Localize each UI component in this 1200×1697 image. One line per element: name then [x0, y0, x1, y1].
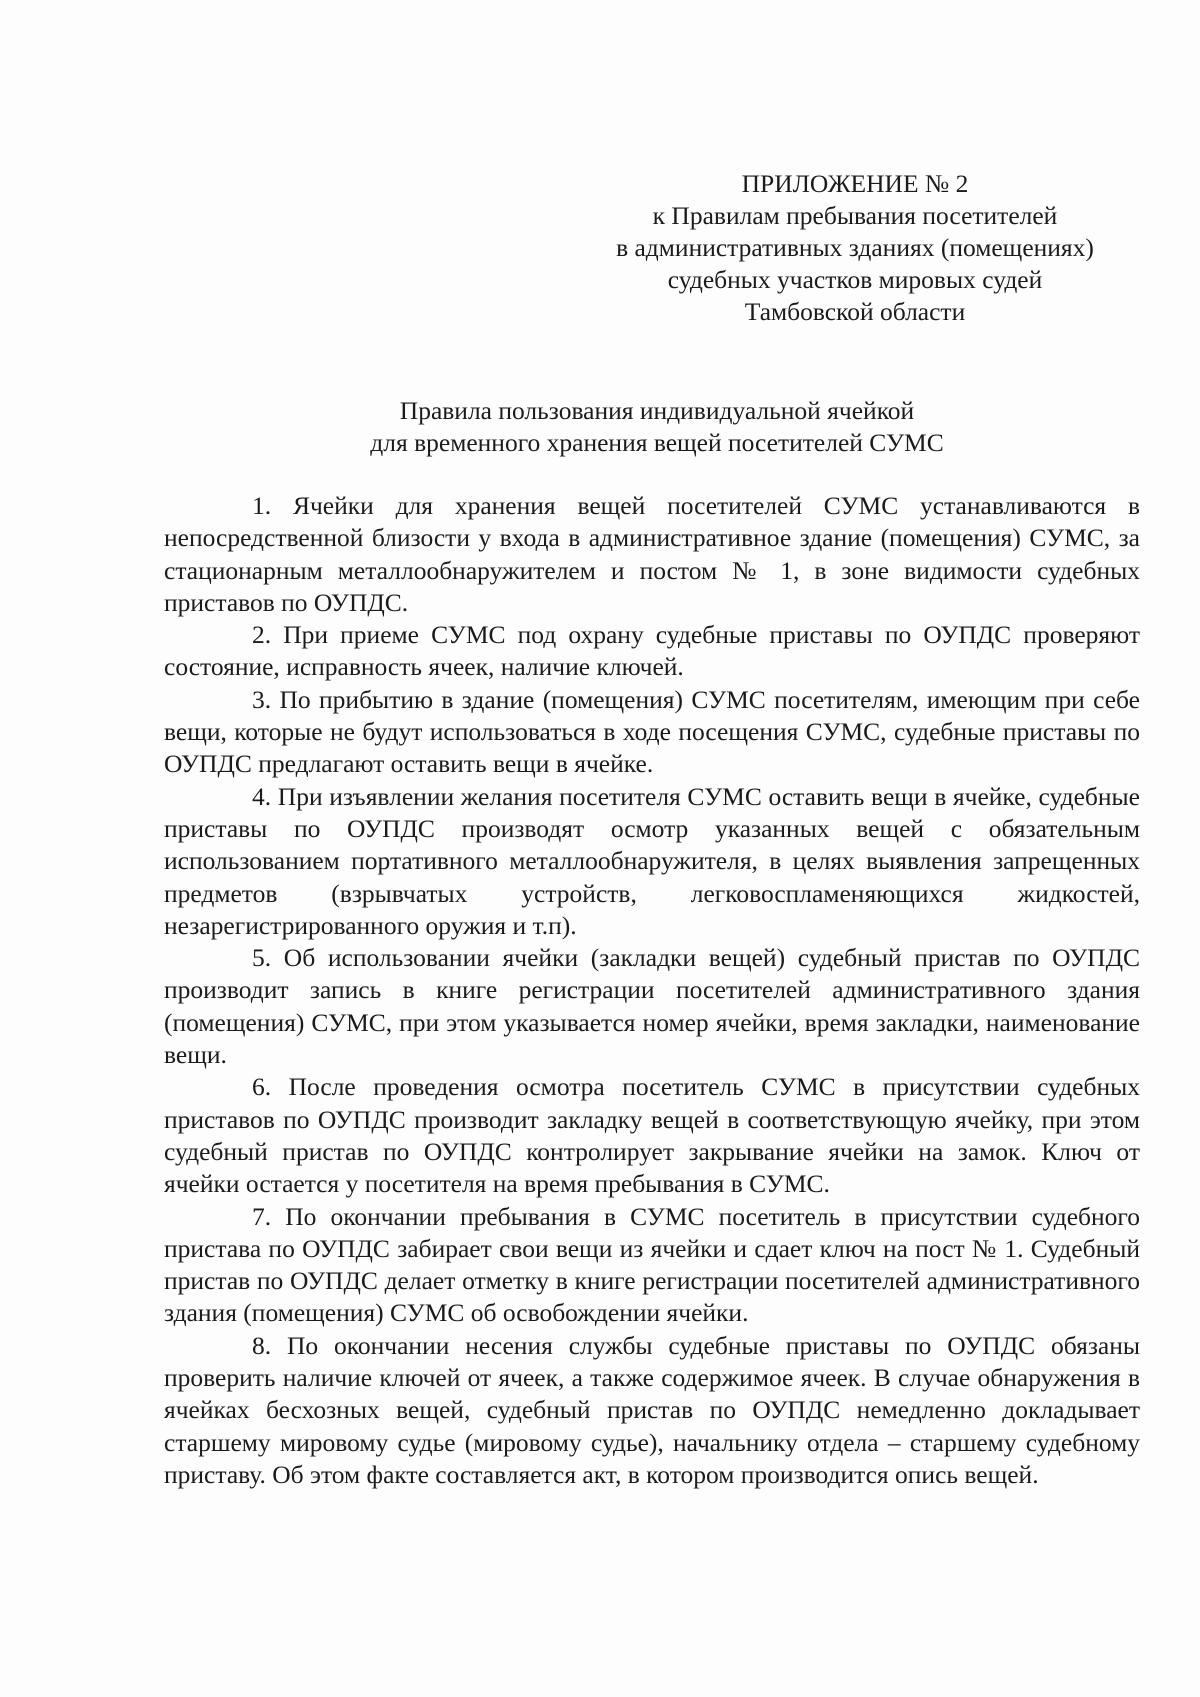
paragraph-6: 6. После проведения осмотра посетитель СУМС в присутствии судебных приставов по ОУПДС производит закладку вещей в соответствующую ячейку, при этом судебный пристав по ОУПДС контролирует закрывание ячейки на замок. Ключ от ячейки остается у посетителя на время пребывания в СУМС.: [164, 1072, 1140, 1199]
document-body: [164, 490, 1140, 1491]
paragraph-5: 5. Об использовании ячейки (закладки вещей) судебный пристав по ОУПДС производит запись в книге регистрации посетителей административного здания (помещения) СУМС, при этом указывается номер ячейки, время закладки, наименование вещи.: [164, 943, 1140, 1070]
appendix-line: судебных участков мировых судей: [667, 265, 1043, 294]
paragraph-7: 7. По окончании пребывания в СУМС посетитель в присутствии судебного пристава по ОУПДС забирает свои вещи из ячейки и сдает ключ на пост № 1. Судебный пристав по ОУПДС делает отметку в книге регистрации посетителей административного здания (помещения) СУМС об освобождении ячейки.: [164, 1201, 1140, 1328]
document-title: [164, 395, 1150, 459]
paragraph-2: 2. При приеме СУМС под охрану судебные приставы по ОУПДС проверяют состояние, исправность ячеек, наличие ключей.: [164, 620, 1140, 682]
appendix-line: к Правилам пребывания посетителей: [652, 201, 1058, 230]
title-line: Правила пользования индивидуальной ячейкой: [399, 396, 915, 425]
appendix-line: в административных зданиях (помещениях): [616, 233, 1094, 262]
paragraph-4: 4. При изъявлении желания посетителя СУМС оставить вещи в ячейке, судебные приставы по ОУПДС производят осмотр указанных вещей с обязательным использованием портативного металлообнаружителя, в целях выявления запрещенных предметов (взрывчатых устройств, легковоспламеняющихся жидкостей, незарегистрированного оружия и т.п).: [164, 781, 1140, 940]
paragraph-8: 8. По окончании несения службы судебные приставы по ОУПДС обязаны проверить наличие ключей от ячеек, а также содержимое ячеек. В случае обнаружения в ячейках бесхозных вещей, судебный пристав по ОУПДС немедленно докладывает старшему мировому судье (мировому судье), начальнику отдела – старшему судебному приставу. Об этом факте составляется акт, в котором производится опись вещей.: [164, 1330, 1140, 1489]
appendix-number: ПРИЛОЖЕНИЕ № 2: [741, 169, 969, 198]
title-line: для временного хранения вещей посетителей СУМС: [370, 428, 944, 457]
appendix-line: Тамбовской области: [744, 297, 966, 326]
paragraph-3: 3. По прибытию в здание (помещения) СУМС посетителям, имеющим при себе вещи, которые не будут использоваться в ходе посещения СУМС, судебные приставы по ОУПДС предлагают оставить вещи в ячейке.: [164, 684, 1140, 779]
appendix-header: [560, 168, 1150, 328]
paragraph-1: 1. Ячейки для хранения вещей посетителей СУМС устанавливаются в непосредственной близости у входа в административное здание (помещения) СУМС, за стационарным металлообнаружителем и постом № 1, в зоне видимости судебных приставов по ОУПДС.: [164, 491, 1140, 617]
